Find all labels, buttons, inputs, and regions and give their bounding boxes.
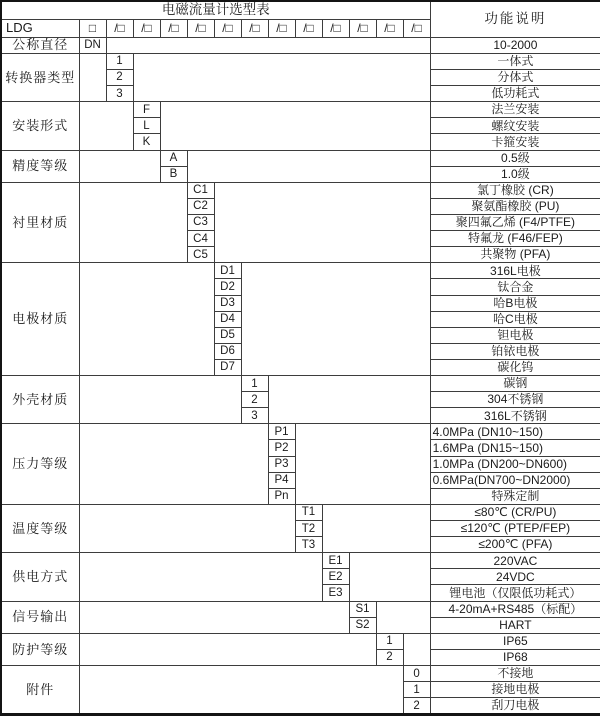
code-electrode-material-D6: D6 — [214, 343, 241, 359]
code-slot-box: □ — [79, 19, 106, 37]
function-desc-liner-material-2: 聚四氟乙烯 (F4/PTFE) — [430, 214, 600, 230]
code-slot-box: /□ — [295, 19, 322, 37]
function-desc-converter-type-0: 一体式 — [430, 53, 600, 69]
function-desc-protection-rating-1: IP68 — [430, 649, 600, 665]
function-desc-accessories-1: 接地电极 — [430, 682, 600, 698]
code-temperature-rating-T2: T2 — [295, 521, 322, 537]
code-converter-type-2: 2 — [106, 69, 133, 85]
function-desc-liner-material-4: 共聚物 (PFA) — [430, 247, 600, 263]
function-desc-housing-material-2: 316L不锈钢 — [430, 408, 600, 424]
spacer-cell — [79, 376, 241, 424]
spacer-cell — [160, 102, 430, 150]
function-desc-electrode-material-6: 碳化钨 — [430, 359, 600, 375]
function-desc-converter-type-1: 分体式 — [430, 69, 600, 85]
spacer-cell — [295, 424, 430, 505]
spacer-cell — [349, 553, 430, 601]
function-desc-converter-type-2: 低功耗式 — [430, 86, 600, 102]
function-desc-liner-material-1: 聚氨酯橡胶 (PU) — [430, 198, 600, 214]
code-liner-material-C1: C1 — [187, 182, 214, 198]
code-converter-type-3: 3 — [106, 86, 133, 102]
code-signal-output-S1: S1 — [349, 601, 376, 617]
code-slot-box: /□ — [214, 19, 241, 37]
category-label-liner-material: 衬里材质 — [1, 182, 79, 263]
function-column-header: 功能说明 — [430, 1, 600, 37]
category-label-temperature-rating: 温度等级 — [1, 504, 79, 552]
function-desc-pressure-rating-1: 1.6MPa (DN15~150) — [430, 440, 600, 456]
function-desc-pressure-rating-4: 特殊定制 — [430, 488, 600, 504]
spacer-cell — [79, 666, 403, 715]
code-installation-F: F — [133, 102, 160, 118]
function-desc-installation-0: 法兰安装 — [430, 102, 600, 118]
spacer-cell — [79, 633, 376, 665]
code-installation-L: L — [133, 118, 160, 134]
function-desc-nominal-diameter-0: 10-2000 — [430, 37, 600, 53]
code-temperature-rating-T3: T3 — [295, 537, 322, 553]
function-desc-accessories-0: 不接地 — [430, 666, 600, 682]
code-accuracy-B: B — [160, 166, 187, 182]
code-signal-output-S2: S2 — [349, 617, 376, 633]
code-pressure-rating-P1: P1 — [268, 424, 295, 440]
code-liner-material-C2: C2 — [187, 198, 214, 214]
spacer-cell — [214, 182, 430, 263]
spacer-cell — [268, 376, 430, 424]
function-desc-liner-material-3: 特氟龙 (F46/FEP) — [430, 231, 600, 247]
code-liner-material-C5: C5 — [187, 247, 214, 263]
function-desc-liner-material-0: 氯丁橡胶 (CR) — [430, 182, 600, 198]
function-desc-signal-output-0: 4-20mA+RS485（标配） — [430, 601, 600, 617]
code-slot-box: /□ — [160, 19, 187, 37]
code-slot-box: /□ — [133, 19, 160, 37]
spacer-cell — [79, 182, 187, 263]
code-accuracy-A: A — [160, 150, 187, 166]
code-power-supply-E3: E3 — [322, 585, 349, 601]
code-housing-material-3: 3 — [241, 408, 268, 424]
code-electrode-material-D3: D3 — [214, 295, 241, 311]
code-installation-K: K — [133, 134, 160, 150]
code-housing-material-2: 2 — [241, 392, 268, 408]
spacer-cell — [106, 37, 430, 53]
function-desc-pressure-rating-3: 0.6MPa(DN700~DN2000) — [430, 472, 600, 488]
code-pressure-rating-Pn: Pn — [268, 488, 295, 504]
code-slot-box: /□ — [268, 19, 295, 37]
function-desc-pressure-rating-2: 1.0MPa (DN200~DN600) — [430, 456, 600, 472]
category-label-accuracy: 精度等级 — [1, 150, 79, 182]
code-slot-box: /□ — [106, 19, 133, 37]
code-slot-box: /□ — [376, 19, 403, 37]
category-label-signal-output: 信号输出 — [1, 601, 79, 633]
function-desc-housing-material-0: 碳钢 — [430, 376, 600, 392]
function-desc-accuracy-0: 0.5级 — [430, 150, 600, 166]
code-pressure-rating-P2: P2 — [268, 440, 295, 456]
function-desc-power-supply-2: 锂电池（仅限低功耗式） — [430, 585, 600, 601]
function-desc-temperature-rating-1: ≤120℃ (PTEP/FEP) — [430, 521, 600, 537]
function-desc-electrode-material-3: 哈C电极 — [430, 311, 600, 327]
code-liner-material-C3: C3 — [187, 214, 214, 230]
code-electrode-material-D4: D4 — [214, 311, 241, 327]
model-prefix: LDG — [1, 19, 79, 37]
spacer-cell — [79, 601, 349, 633]
spacer-cell — [79, 102, 133, 150]
function-desc-accessories-2: 刮刀电极 — [430, 698, 600, 715]
function-desc-temperature-rating-0: ≤80℃ (CR/PU) — [430, 504, 600, 520]
function-desc-pressure-rating-0: 4.0MPa (DN10~150) — [430, 424, 600, 440]
code-slot-box: /□ — [241, 19, 268, 37]
code-accessories-2: 2 — [403, 698, 430, 715]
code-electrode-material-D2: D2 — [214, 279, 241, 295]
code-nominal-diameter-DN: DN — [79, 37, 106, 53]
category-label-installation: 安装形式 — [1, 102, 79, 150]
code-slot-box: /□ — [349, 19, 376, 37]
spacer-cell — [79, 53, 106, 101]
function-desc-power-supply-0: 220VAC — [430, 553, 600, 569]
function-desc-housing-material-1: 304不锈钢 — [430, 392, 600, 408]
function-desc-accuracy-1: 1.0级 — [430, 166, 600, 182]
category-label-pressure-rating: 压力等级 — [1, 424, 79, 505]
function-desc-electrode-material-5: 铂铱电极 — [430, 343, 600, 359]
code-electrode-material-D1: D1 — [214, 263, 241, 279]
spacer-cell — [187, 150, 430, 182]
code-converter-type-1: 1 — [106, 53, 133, 69]
spacer-cell — [79, 263, 214, 376]
category-label-accessories: 附件 — [1, 666, 79, 715]
category-label-converter-type: 转换器类型 — [1, 53, 79, 101]
code-housing-material-1: 1 — [241, 376, 268, 392]
category-label-electrode-material: 电极材质 — [1, 263, 79, 376]
table-title: 电磁流量计选型表 — [1, 1, 430, 19]
spacer-cell — [133, 53, 430, 101]
code-accessories-0: 0 — [403, 666, 430, 682]
spacer-cell — [79, 553, 322, 601]
spacer-cell — [79, 504, 295, 552]
code-protection-rating-2: 2 — [376, 649, 403, 665]
function-desc-power-supply-1: 24VDC — [430, 569, 600, 585]
spacer-cell — [322, 504, 430, 552]
function-desc-installation-1: 螺纹安装 — [430, 118, 600, 134]
category-label-housing-material: 外壳材质 — [1, 376, 79, 424]
code-pressure-rating-P3: P3 — [268, 456, 295, 472]
function-desc-temperature-rating-2: ≤200℃ (PFA) — [430, 537, 600, 553]
code-pressure-rating-P4: P4 — [268, 472, 295, 488]
code-slot-box: /□ — [403, 19, 430, 37]
spacer-cell — [376, 601, 430, 633]
category-label-power-supply: 供电方式 — [1, 553, 79, 601]
code-electrode-material-D5: D5 — [214, 327, 241, 343]
function-desc-electrode-material-4: 钽电极 — [430, 327, 600, 343]
category-label-protection-rating: 防护等级 — [1, 633, 79, 665]
function-desc-signal-output-1: HART — [430, 617, 600, 633]
code-slot-box: /□ — [187, 19, 214, 37]
function-desc-installation-2: 卡箍安装 — [430, 134, 600, 150]
code-slot-box: /□ — [322, 19, 349, 37]
code-liner-material-C4: C4 — [187, 231, 214, 247]
function-desc-electrode-material-2: 哈B电极 — [430, 295, 600, 311]
code-protection-rating-1: 1 — [376, 633, 403, 649]
code-accessories-1: 1 — [403, 682, 430, 698]
function-desc-electrode-material-1: 钛合金 — [430, 279, 600, 295]
spacer-cell — [79, 424, 268, 505]
category-label-nominal-diameter: 公称直径 — [1, 37, 79, 53]
spacer-cell — [241, 263, 430, 376]
code-temperature-rating-T1: T1 — [295, 504, 322, 520]
code-power-supply-E1: E1 — [322, 553, 349, 569]
spacer-cell — [79, 150, 160, 182]
function-desc-electrode-material-0: 316L电极 — [430, 263, 600, 279]
spacer-cell — [403, 633, 430, 665]
code-power-supply-E2: E2 — [322, 569, 349, 585]
code-electrode-material-D7: D7 — [214, 359, 241, 375]
function-desc-protection-rating-0: IP65 — [430, 633, 600, 649]
